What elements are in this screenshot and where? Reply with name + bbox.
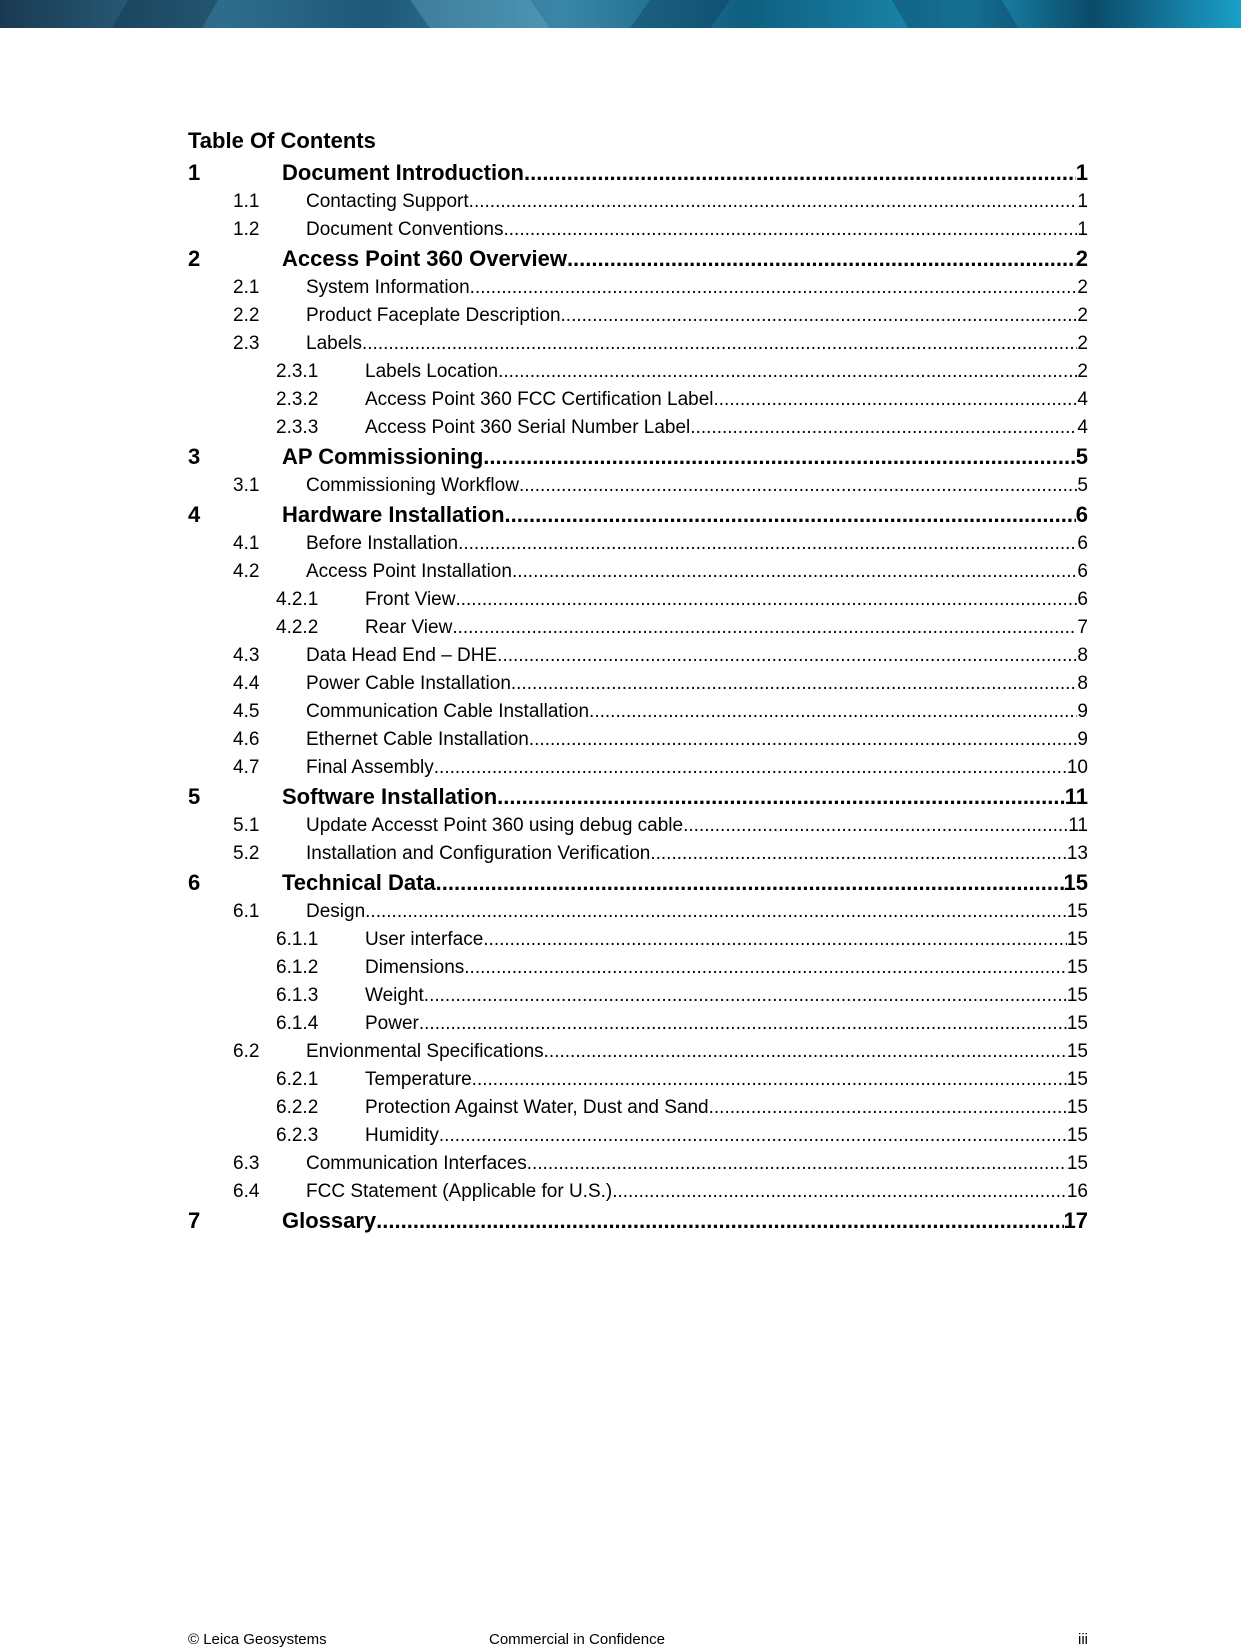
toc-dot-leader <box>511 670 1078 698</box>
toc-dot-leader <box>497 642 1077 670</box>
header-banner <box>0 0 1241 28</box>
toc-entry-title: System Information <box>306 277 470 298</box>
toc-dot-leader <box>472 1066 1067 1094</box>
toc-entry-page: 11 <box>1064 784 1088 809</box>
toc-entry-page: 1 <box>1075 160 1088 185</box>
toc-entry-page: 15 <box>1066 1069 1088 1090</box>
toc-dot-leader <box>709 1094 1067 1122</box>
toc-entry[interactable] <box>188 1094 1088 1122</box>
toc-entry-number: 2.2 <box>233 305 260 326</box>
toc-entry-title: Weight <box>365 985 424 1006</box>
toc-entry[interactable] <box>188 1150 1088 1178</box>
toc-entry-title: Humidity <box>365 1125 439 1146</box>
toc-entry-title: Labels <box>306 333 362 354</box>
toc-entry-number: 6.1.2 <box>276 957 319 978</box>
toc-entry-number: 4.7 <box>233 757 260 778</box>
toc-dot-leader <box>439 1122 1067 1150</box>
toc-entry-number: 6.2 <box>233 1041 260 1062</box>
toc-entry-number: 6.4 <box>233 1181 260 1202</box>
toc-entry[interactable] <box>188 954 1088 982</box>
toc-entry[interactable] <box>188 1010 1088 1038</box>
toc-dot-leader <box>527 1150 1067 1178</box>
toc-entry-page: 15 <box>1063 870 1088 895</box>
toc-entry[interactable] <box>188 274 1088 302</box>
toc-entry-page: 8 <box>1077 673 1088 694</box>
toc-entry[interactable] <box>188 386 1088 414</box>
toc-dot-leader <box>612 1178 1067 1206</box>
toc-dot-leader <box>683 812 1068 840</box>
toc-dot-leader <box>519 472 1077 500</box>
toc-entry-number: 2 <box>188 246 201 271</box>
toc-entry-title: Technical Data <box>282 870 436 895</box>
toc-entry-title: Access Point 360 Overview <box>282 246 567 271</box>
toc-entry[interactable] <box>188 898 1088 926</box>
toc-entry[interactable] <box>188 614 1088 642</box>
toc-dot-leader <box>529 726 1078 754</box>
toc-dot-leader <box>419 1010 1067 1038</box>
toc-entry-title: Temperature <box>365 1069 472 1090</box>
toc-entry-page: 4 <box>1077 417 1088 438</box>
banner-facet <box>410 0 550 28</box>
toc-entry-title: Document Conventions <box>306 219 504 240</box>
toc-dot-leader <box>589 698 1077 726</box>
toc-entry-number: 2.3.2 <box>276 389 319 410</box>
footer-copyright: © Leica Geosystems <box>188 1631 327 1648</box>
toc-entry[interactable] <box>188 472 1088 500</box>
toc-entry-number: 6.2.2 <box>276 1097 319 1118</box>
toc-entry-number: 6 <box>188 870 201 895</box>
toc-entry-title: Contacting Support <box>306 191 469 212</box>
toc-dot-leader <box>512 558 1077 586</box>
toc-dot-leader <box>650 840 1067 868</box>
toc-entry-page: 6 <box>1075 502 1088 527</box>
toc-entry[interactable] <box>188 782 1088 812</box>
toc-entry-page: 15 <box>1066 957 1088 978</box>
toc-entry-page: 2 <box>1077 361 1088 382</box>
toc-entry-page: 4 <box>1077 389 1088 410</box>
toc-entry[interactable] <box>188 1122 1088 1150</box>
toc-dot-leader <box>483 926 1067 954</box>
toc-dot-leader <box>436 868 1064 898</box>
toc-entry[interactable] <box>188 754 1088 782</box>
toc-dot-leader <box>561 302 1078 330</box>
toc-entry-title: Document Introduction <box>282 160 524 185</box>
toc-entry-page: 5 <box>1077 475 1088 496</box>
toc-dot-leader <box>504 216 1078 244</box>
toc-entry[interactable] <box>188 1038 1088 1066</box>
toc-entry[interactable] <box>188 442 1088 472</box>
toc-entry-title: Labels Location <box>365 361 499 382</box>
toc-entry-page: 13 <box>1066 843 1088 864</box>
toc-entry-number: 4.1 <box>233 533 260 554</box>
toc-dot-leader <box>714 386 1078 414</box>
toc-dot-leader <box>497 782 1065 812</box>
toc-entry[interactable] <box>188 698 1088 726</box>
toc-entry-number: 4.6 <box>233 729 260 750</box>
toc-entry-page: 6 <box>1077 533 1088 554</box>
toc-entry-page: 5 <box>1075 444 1088 469</box>
toc-entry-number: 7 <box>188 1208 201 1233</box>
toc-entry[interactable] <box>188 216 1088 244</box>
toc-entry-page: 15 <box>1066 1153 1088 1174</box>
toc-dot-leader <box>524 158 1076 188</box>
toc-entry[interactable] <box>188 868 1088 898</box>
toc-entry-number: 3 <box>188 444 201 469</box>
toc-entry[interactable] <box>188 330 1088 358</box>
toc-entry-number: 4.2.1 <box>276 589 319 610</box>
toc-entry-number: 1.1 <box>233 191 260 212</box>
toc-entry-page: 9 <box>1077 701 1088 722</box>
toc-entry-title: Rear View <box>365 617 453 638</box>
toc-dot-leader <box>544 1038 1067 1066</box>
toc-entry-title: Software Installation <box>282 784 498 809</box>
toc-entry-title: User interface <box>365 929 484 950</box>
page-footer <box>188 1631 1088 1649</box>
toc-entry[interactable] <box>188 642 1088 670</box>
toc-entry-page: 6 <box>1077 561 1088 582</box>
toc-entry[interactable] <box>188 840 1088 868</box>
toc-entry-page: 15 <box>1066 929 1088 950</box>
toc-entry-number: 2.3.3 <box>276 417 319 438</box>
toc-dot-leader <box>424 982 1067 1010</box>
toc-entry-number: 4.2.2 <box>276 617 319 638</box>
toc-entry-number: 5.2 <box>233 843 260 864</box>
toc-entry-page: 11 <box>1068 815 1088 836</box>
toc-entry-number: 6.1.1 <box>276 929 319 950</box>
toc-entry[interactable] <box>188 188 1088 216</box>
toc-entry[interactable] <box>188 982 1088 1010</box>
toc-entry-number: 1.2 <box>233 219 260 240</box>
toc-entry-title: Communication Cable Installation <box>306 701 590 722</box>
toc-dot-leader <box>376 1206 1063 1236</box>
toc-entry-number: 6.3 <box>233 1153 260 1174</box>
toc-entry-page: 15 <box>1066 1125 1088 1146</box>
toc-dot-leader <box>567 244 1076 274</box>
toc-entry-title: Dimensions <box>365 957 465 978</box>
toc-entry[interactable] <box>188 302 1088 330</box>
toc-entry[interactable] <box>188 244 1088 274</box>
toc-entry[interactable] <box>188 586 1088 614</box>
toc-entry-title: Update Accesst Point 360 using debug cable <box>306 815 684 836</box>
toc-entry-title: Design <box>306 901 366 922</box>
toc-dot-leader <box>498 358 1077 386</box>
toc-entry-title: Data Head End – DHE <box>306 645 498 666</box>
toc-dot-leader <box>434 754 1067 782</box>
toc-entry-title: Power <box>365 1013 419 1034</box>
toc-entry-number: 5.1 <box>233 815 260 836</box>
toc-entry-page: 2 <box>1077 333 1088 354</box>
toc-entry-title: Ethernet Cable Installation <box>306 729 529 750</box>
toc-entry[interactable] <box>188 1206 1088 1236</box>
toc-entry-page: 2 <box>1075 246 1088 271</box>
toc-entry-title: Access Point 360 FCC Certification Label <box>365 389 714 410</box>
toc-dot-leader <box>483 442 1075 472</box>
toc-entry-page: 16 <box>1066 1181 1088 1202</box>
toc-entry-page: 15 <box>1066 1041 1088 1062</box>
toc-entry-number: 6.1.3 <box>276 985 319 1006</box>
toc-dot-leader <box>365 898 1067 926</box>
banner-facet <box>630 0 730 28</box>
toc-entry[interactable] <box>188 358 1088 386</box>
toc-entry-page: 2 <box>1077 277 1088 298</box>
toc-entry-page: 15 <box>1066 985 1088 1006</box>
toc-entry-number: 4 <box>188 502 201 527</box>
toc-dot-leader <box>458 530 1077 558</box>
toc-entry-page: 6 <box>1077 589 1088 610</box>
toc-dot-leader <box>362 330 1077 358</box>
toc-entry-title: Glossary <box>282 1208 377 1233</box>
toc-dot-leader <box>455 586 1077 614</box>
toc-title: Table Of Contents <box>188 128 376 153</box>
toc-entry-page: 1 <box>1077 191 1088 212</box>
toc-entry-number: 4.3 <box>233 645 260 666</box>
toc-entry-title: Hardware Installation <box>282 502 505 527</box>
toc-dot-leader <box>690 414 1077 442</box>
toc-entry-title: Access Point Installation <box>306 561 512 582</box>
toc-entry-page: 17 <box>1063 1208 1088 1233</box>
toc-entry[interactable] <box>188 414 1088 442</box>
toc-entry-number: 4.2 <box>233 561 260 582</box>
toc-entry[interactable] <box>188 558 1088 586</box>
footer-page-number: iii <box>1078 1631 1088 1648</box>
toc-entry-number: 3.1 <box>233 475 260 496</box>
toc-entry-page: 10 <box>1066 757 1088 778</box>
toc-entry-number: 4.5 <box>233 701 260 722</box>
banner-facet <box>892 0 1018 28</box>
toc-entry[interactable] <box>188 670 1088 698</box>
toc-entry-page: 1 <box>1077 219 1088 240</box>
toc-entry-number: 6.1.4 <box>276 1013 319 1034</box>
toc-dot-leader <box>452 614 1077 642</box>
toc-entry-title: Communication Interfaces <box>306 1153 527 1174</box>
toc-entry-title: Access Point 360 Serial Number Label <box>365 417 691 438</box>
toc-entry[interactable] <box>188 812 1088 840</box>
toc-entry-page: 15 <box>1066 1013 1088 1034</box>
toc-entry-page: 7 <box>1077 617 1088 638</box>
toc-entry-title: Envionmental Specifications <box>306 1041 544 1062</box>
toc-entry[interactable] <box>188 926 1088 954</box>
toc-entry-number: 6.2.1 <box>276 1069 319 1090</box>
toc-entry-number: 2.3 <box>233 333 260 354</box>
toc-entry-number: 1 <box>188 160 201 185</box>
toc-entry[interactable] <box>188 500 1088 530</box>
toc-entry-title: Protection Against Water, Dust and Sand <box>365 1097 709 1118</box>
toc-entry-title: Power Cable Installation <box>306 673 511 694</box>
toc-entry-number: 5 <box>188 784 201 809</box>
toc-entry-page: 8 <box>1077 645 1088 666</box>
toc-entry-title: Front View <box>365 589 456 610</box>
toc-entry-title: FCC Statement (Applicable for U.S.) <box>306 1181 613 1202</box>
toc-entry-page: 15 <box>1066 901 1088 922</box>
toc-entry-title: Installation and Configuration Verification <box>306 843 651 864</box>
toc-dot-leader <box>470 274 1078 302</box>
toc-entry[interactable] <box>188 1178 1088 1206</box>
toc-entry-page: 9 <box>1077 729 1088 750</box>
toc-entry-title: Before Installation <box>306 533 459 554</box>
toc-entry-number: 6.2.3 <box>276 1125 319 1146</box>
toc-entry-title: Product Faceplate Description <box>306 305 561 326</box>
toc-entry-number: 4.4 <box>233 673 260 694</box>
toc-entry-number: 2.1 <box>233 277 260 298</box>
toc-entry-title: Final Assembly <box>306 757 434 778</box>
toc-entries <box>188 158 1088 1236</box>
toc-dot-leader <box>469 188 1078 216</box>
toc-entry[interactable] <box>188 1066 1088 1094</box>
toc-entry-page: 15 <box>1066 1097 1088 1118</box>
toc-dot-leader <box>464 954 1067 982</box>
toc-entry-number: 2.3.1 <box>276 361 319 382</box>
toc-entry-page: 2 <box>1077 305 1088 326</box>
banner-facet <box>112 0 218 28</box>
toc-entry[interactable] <box>188 158 1088 188</box>
footer-confidentiality: Commercial in Confidence <box>489 1631 665 1648</box>
toc-entry[interactable] <box>188 726 1088 754</box>
toc-entry-title: Commissioning Workflow <box>306 475 519 496</box>
toc-entry-number: 6.1 <box>233 901 260 922</box>
toc-dot-leader <box>505 500 1076 530</box>
toc-entry[interactable] <box>188 530 1088 558</box>
table-of-contents <box>188 124 1088 1236</box>
toc-entry-title: AP Commissioning <box>282 444 484 469</box>
